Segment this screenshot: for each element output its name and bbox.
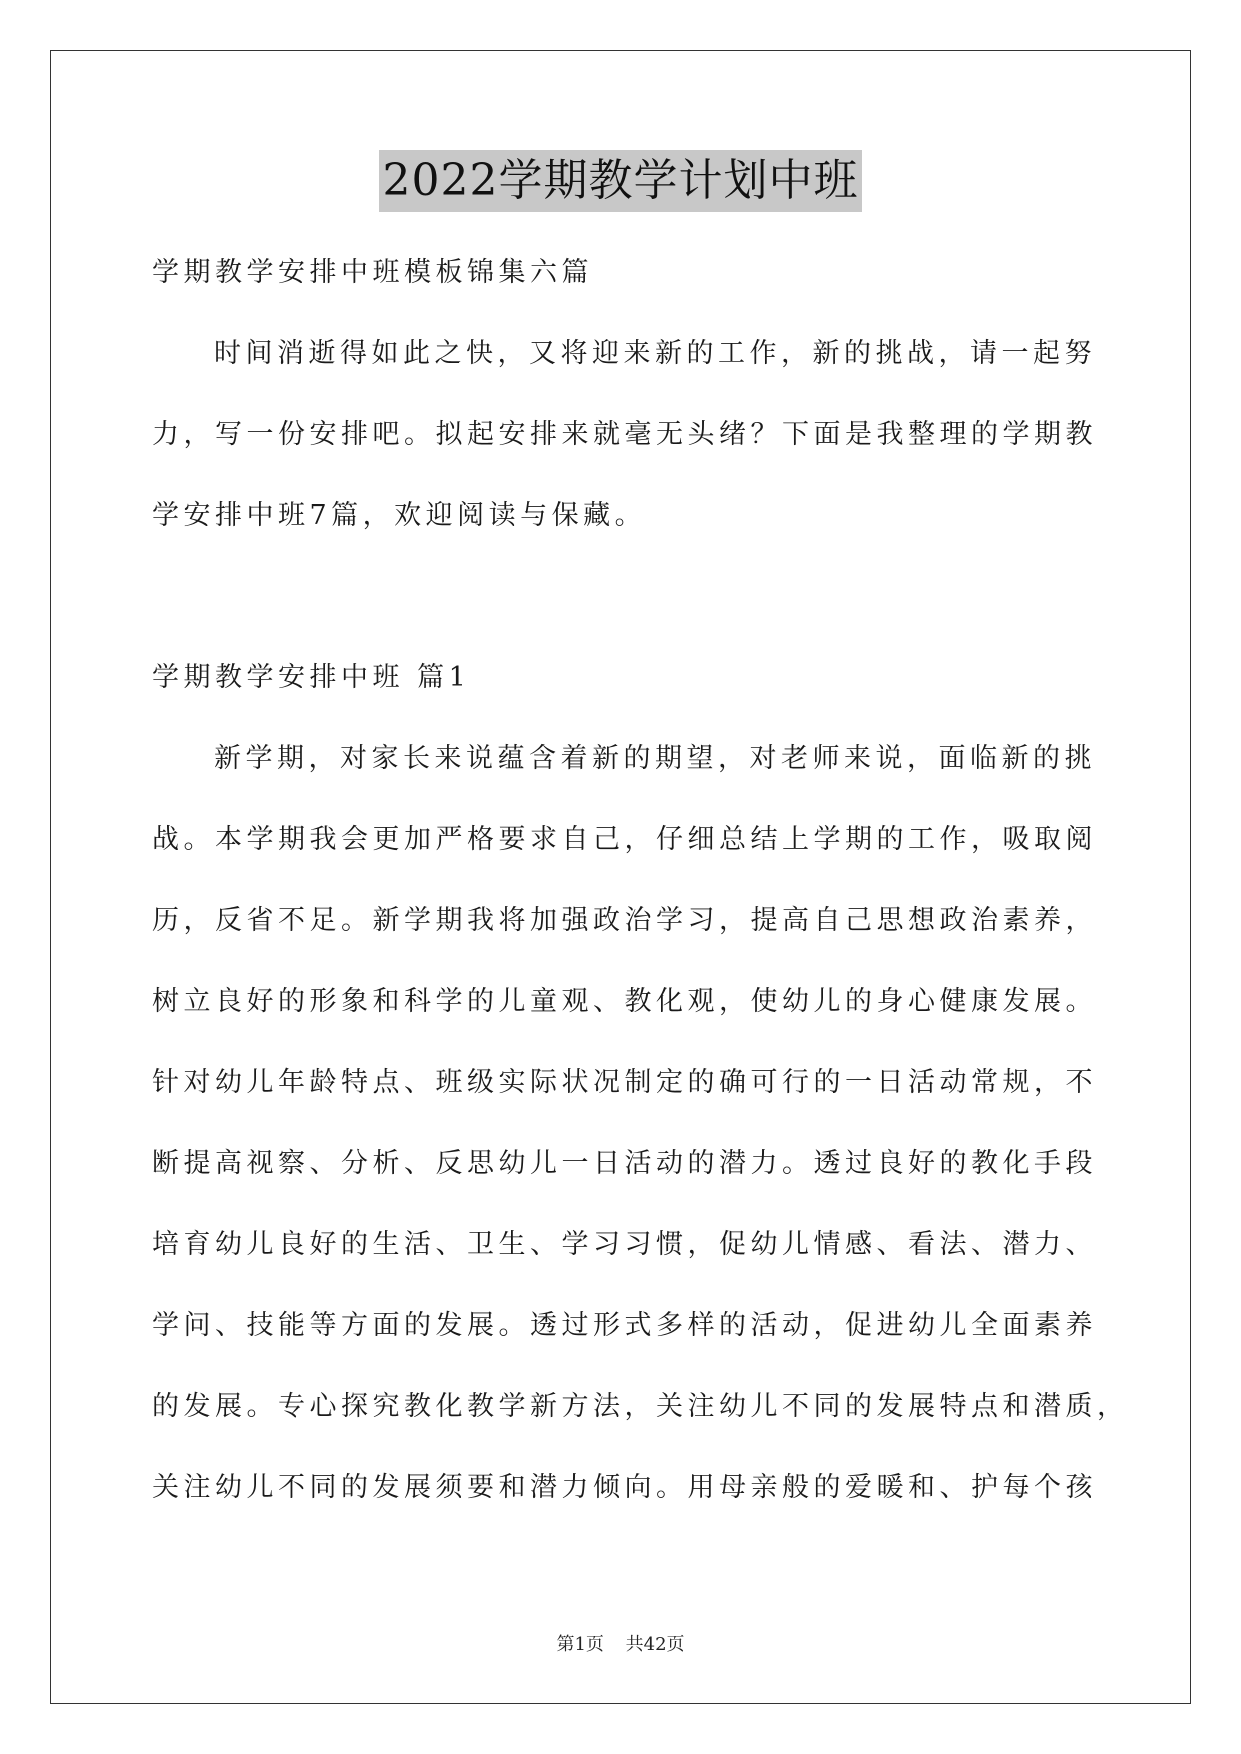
section-line: 学问、技能等方面的发展。透过形式多样的活动，促进幼儿全面素养 (152, 1310, 1097, 1341)
document-title: 2022学期教学计划中班 (379, 150, 863, 212)
section-line: 断提高视察、分析、反思幼儿一日活动的潜力。透过良好的教化手段 (152, 1148, 1097, 1179)
document-body (152, 232, 1129, 1528)
section-line: 的发展。专心探究教化教学新方法，关注幼儿不同的发展特点和潜质， (152, 1391, 1129, 1422)
document-subtitle: 学期教学安排中班模板锦集六篇 (152, 257, 593, 288)
section-line: 关注幼儿不同的发展须要和潜力倾向。用母亲般的爱暖和、护每个孩 (152, 1472, 1097, 1503)
intro-line: 力，写一份安排吧。拟起安排来就毫无头绪？下面是我整理的学期教 (152, 419, 1097, 450)
page-number: 第1页 (556, 1634, 604, 1655)
section-line: 树立良好的形象和科学的儿童观、教化观，使幼儿的身心健康发展。 (152, 986, 1097, 1017)
section-line: 培育幼儿良好的生活、卫生、学习习惯，促幼儿情感、看法、潜力、 (152, 1229, 1097, 1260)
intro-line: 时间消逝得如此之快，又将迎来新的工作，新的挑战，请一起努 (214, 338, 1096, 369)
section-heading: 学期教学安排中班 篇1 (152, 662, 471, 693)
section-line: 针对幼儿年龄特点、班级实际状况制定的确可行的一日活动常规，不 (152, 1067, 1097, 1098)
paragraph-gap (152, 556, 1092, 637)
section-line: 战。本学期我会更加严格要求自己，仔细总结上学期的工作，吸取阅 (152, 824, 1097, 855)
page-footer (0, 1630, 1241, 1656)
page-total: 共42页 (625, 1634, 685, 1655)
intro-line: 学安排中班7篇，欢迎阅读与保藏。 (152, 500, 647, 531)
section-line: 新学期，对家长来说蕴含着新的期望，对老师来说，面临新的挑 (214, 743, 1096, 774)
title-container (0, 150, 1241, 212)
section-line: 历，反省不足。新学期我将加强政治学习，提高自己思想政治素养， (152, 905, 1097, 936)
